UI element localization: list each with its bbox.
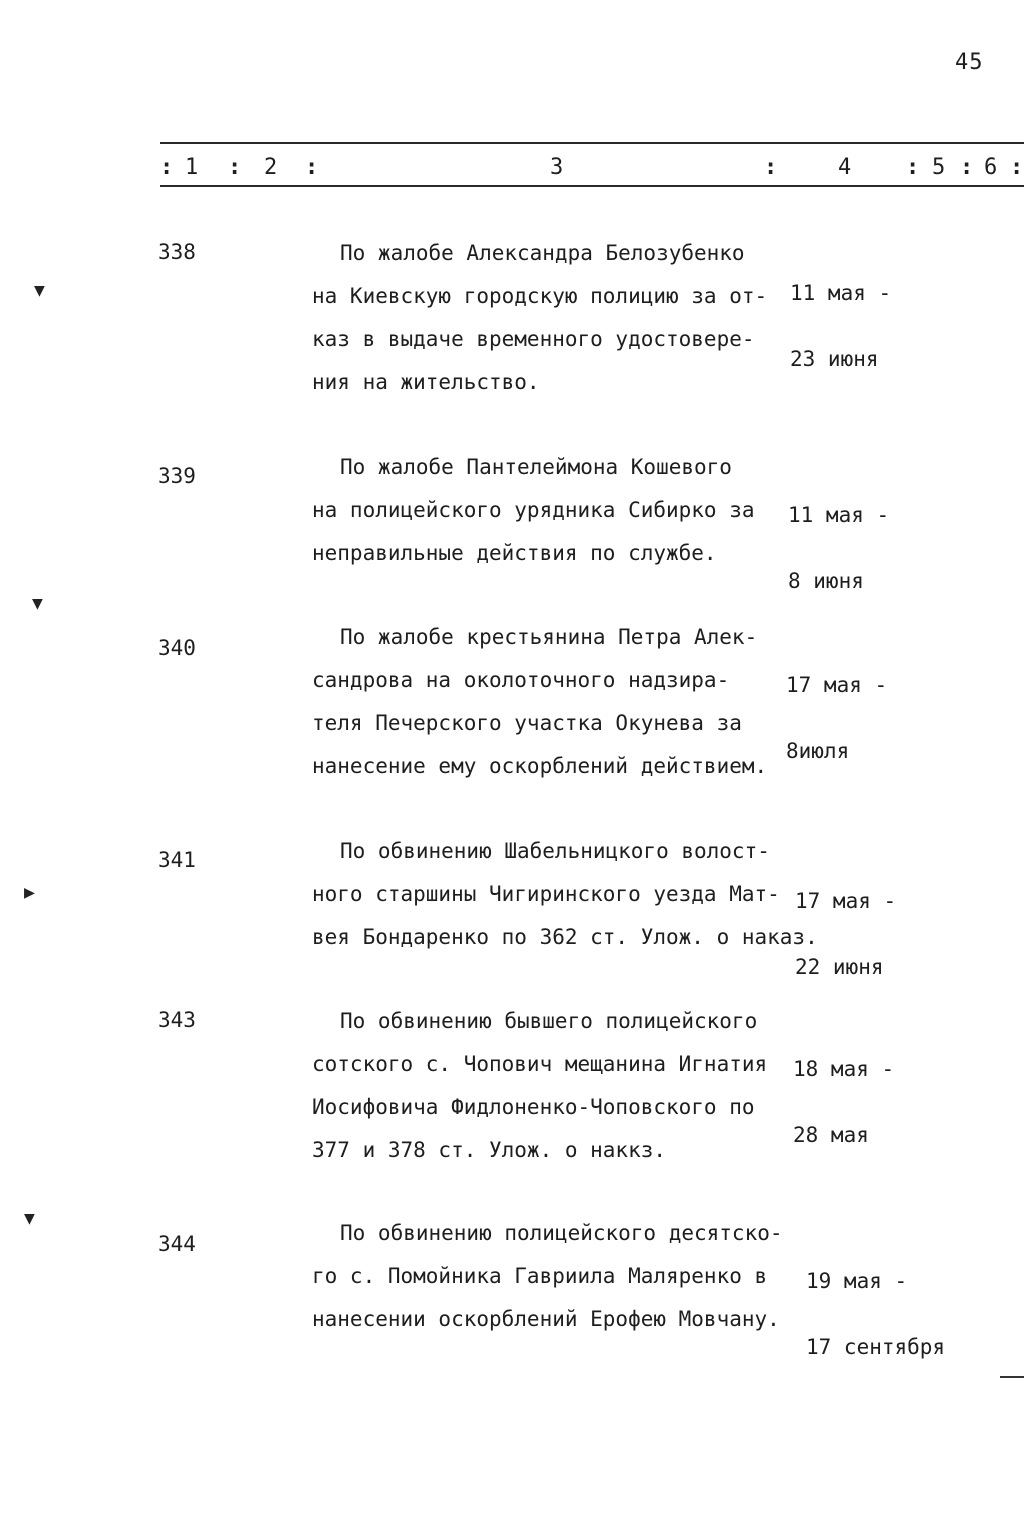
entry-line: нанесении оскорблений Ерофею Мовчану.	[312, 1307, 780, 1331]
column-separator: :	[160, 155, 174, 180]
entry-line: нанесение ему оскорблений действием.	[312, 754, 768, 778]
entry-line: каз в выдаче временного удостовере-	[312, 327, 755, 351]
entry-line: 377 и 378 ст. Улож. о наккз.	[312, 1138, 667, 1162]
date-start: 17 мая -	[786, 673, 888, 697]
margin-scan-mark	[1000, 1376, 1024, 1378]
date-end: 8 июня	[788, 569, 864, 593]
entry-description	[312, 1000, 792, 1172]
column-header-2: 2	[264, 155, 278, 180]
entry-dates	[793, 1014, 894, 1190]
entry-number: 338	[158, 240, 196, 264]
entry-dates	[790, 238, 891, 414]
column-separator: :	[764, 155, 778, 180]
entry-dates	[786, 630, 887, 806]
column-separator: :	[906, 155, 920, 180]
column-header-6: 6	[984, 155, 998, 180]
date-start: 19 мая -	[806, 1269, 908, 1293]
header-rule-bottom	[160, 185, 1024, 187]
entry-line: ния на жительство.	[312, 370, 540, 394]
entry-line: вея Бондаренко по 362 ст. Улож. о наказ.	[312, 925, 818, 949]
date-end: 22 июня	[795, 955, 884, 979]
date-end: 28 мая	[793, 1123, 869, 1147]
entry-description	[312, 616, 792, 788]
entry-line: По жалобе крестьянина Петра Алек-	[340, 625, 758, 649]
entry-line: Иосифовича Фидлоненко-Чоповского по	[312, 1095, 755, 1119]
column-header-row	[0, 155, 1024, 185]
date-start: 18 мая -	[793, 1057, 895, 1081]
column-separator: :	[228, 155, 242, 180]
date-start: 17 мая -	[795, 889, 897, 913]
entry-number: 340	[158, 636, 196, 660]
margin-punch-mark: ▼	[24, 1208, 35, 1229]
page-number: 45	[955, 50, 984, 75]
entry-description	[312, 446, 792, 575]
entry-dates	[806, 1226, 945, 1402]
entry-number: 341	[158, 848, 196, 872]
entry-line: сандрова на околоточного надзира-	[312, 668, 730, 692]
entry-number: 343	[158, 1008, 196, 1032]
margin-punch-mark: ▼	[34, 280, 45, 301]
entry-line: на Киевскую городскую полицию за от-	[312, 284, 768, 308]
date-start: 11 мая -	[788, 503, 890, 527]
column-header-5: 5	[932, 155, 946, 180]
entry-line: По жалобе Александра Белозубенко	[340, 241, 745, 265]
date-start: 11 мая -	[790, 281, 892, 305]
margin-punch-mark: ▼	[32, 593, 43, 614]
entry-dates	[788, 460, 889, 636]
date-end: 8июля	[786, 739, 850, 763]
column-header-3: 3	[550, 155, 564, 180]
entry-line: го с. Помойника Гавриила Маляренко в	[312, 1264, 768, 1288]
column-header-4: 4	[838, 155, 852, 180]
entry-line: ного старшины Чигиринского уезда Мат-	[312, 882, 780, 906]
margin-punch-mark: ▶	[24, 882, 35, 903]
entry-dates	[795, 846, 896, 1022]
entry-line: По обвинению Шабельницкого волост-	[340, 839, 770, 863]
entry-line: По жалобе Пантелеймона Кошевого	[340, 455, 732, 479]
column-separator: :	[1010, 155, 1024, 180]
entry-description	[312, 232, 792, 404]
entry-line: теля Печерского участка Окунева за	[312, 711, 742, 735]
date-end: 23 июня	[790, 347, 879, 371]
entry-description	[312, 830, 818, 959]
column-separator: :	[960, 155, 974, 180]
entry-line: неправильные действия по службе.	[312, 541, 717, 565]
column-separator: :	[305, 155, 319, 180]
entry-line: По обвинению бывшего полицейского	[340, 1009, 758, 1033]
entry-number: 339	[158, 464, 196, 488]
column-header-1: 1	[185, 155, 199, 180]
entry-line: По обвинению полицейского десятско-	[340, 1221, 783, 1245]
entry-number: 344	[158, 1232, 196, 1256]
header-rule-top	[160, 142, 1024, 144]
entry-line: сотского с. Чопович мещанина Игнатия	[312, 1052, 768, 1076]
date-end: 17 сентября	[806, 1335, 946, 1359]
entry-description	[312, 1212, 792, 1341]
entry-line: на полицейского урядника Сибирко за	[312, 498, 755, 522]
